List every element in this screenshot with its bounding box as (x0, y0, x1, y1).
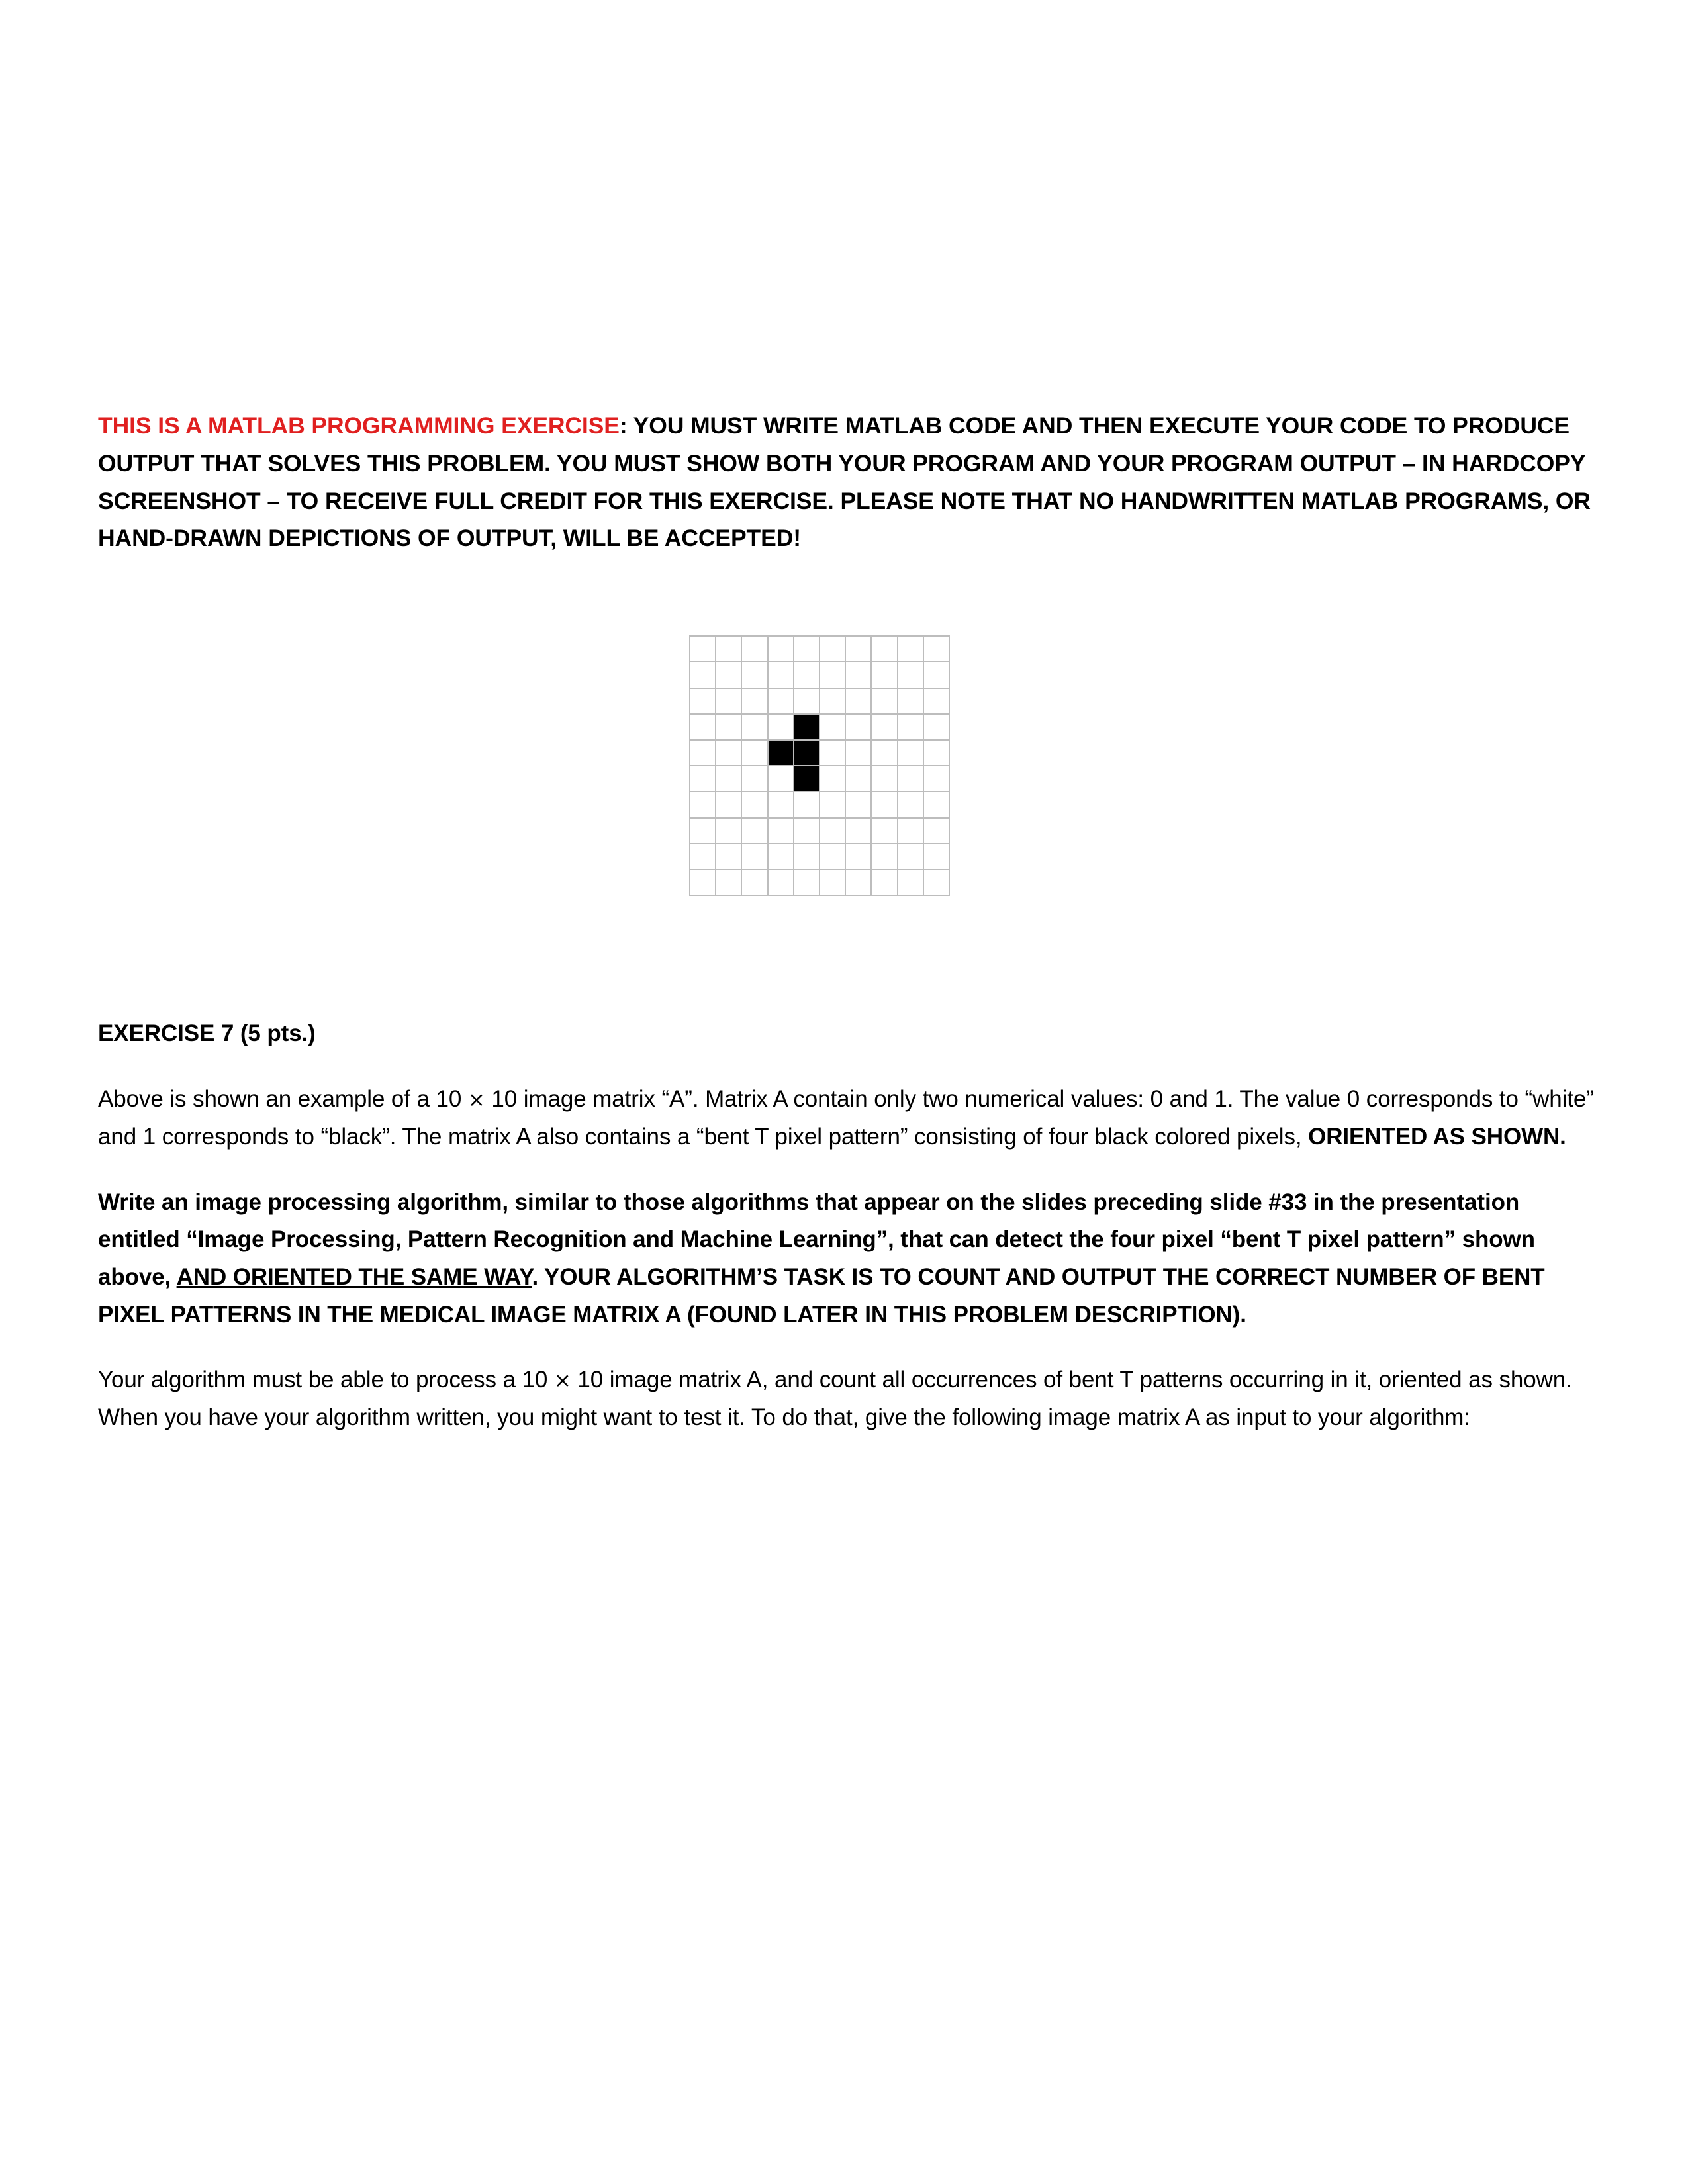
pixel-cell-white (898, 819, 924, 844)
pixel-cell-white (716, 844, 742, 870)
p2-part1: Write an image processing algorithm, similar to those algorithms that appear on the slides preceding slide #33 in the presentation entitled “Image Processing, Pattern Recognition and Machine Learning”, that can detect the four pixel “bent T pixel pattern” shown above, (98, 1189, 1535, 1291)
pixel-cell-white (846, 715, 872, 741)
pixel-cell-white (794, 870, 820, 896)
pixel-cell-white (820, 741, 846, 766)
pixel-cell-white (742, 637, 768, 662)
p2-part2: . YOUR ALGORITHM’S TASK IS TO COUNT AND OUTPUT THE CORRECT NUMBER OF BENT PIXEL PATTERNS IN THE MEDICAL IMAGE MATRIX A (FOUND LATER IN THIS PROBLEM DESCRIPTION). (98, 1264, 1545, 1328)
pixel-cell-white (924, 766, 950, 792)
pixel-cell-white (898, 662, 924, 688)
pixel-cell-white (846, 792, 872, 818)
pixel-cell-white (872, 689, 898, 715)
document-content (98, 407, 1594, 1465)
pixel-cell-white (898, 637, 924, 662)
pixel-cell-white (924, 741, 950, 766)
paragraph-testing-instructions (98, 1361, 1594, 1436)
pixel-cell-white (872, 662, 898, 688)
pixel-cell-white (769, 689, 794, 715)
pixel-cell-white (898, 766, 924, 792)
pixel-cell-white (898, 870, 924, 896)
pixel-cell-white (872, 766, 898, 792)
p2-underlined: AND ORIENTED THE SAME WAY (176, 1264, 532, 1291)
pixel-cell-white (898, 689, 924, 715)
intro-rest: : YOU MUST WRITE MATLAB CODE AND THEN EXECUTE YOUR CODE TO PRODUCE OUTPUT THAT SOLVES THIS PROBLEM. YOU MUST SHOW BOTH YOUR PROGRAM AND YOUR PROGRAM OUTPUT – IN HARDCOPY SCREENSHOT – TO RECEIVE FULL CREDIT FOR THIS EXERCISE. PLEASE NOTE THAT NO HANDWRITTEN MATLAB PROGRAMS, OR HAND-DRAWN DEPICTIONS OF OUTPUT, WILL BE ACCEPTED! (98, 412, 1591, 552)
pixel-cell-white (742, 689, 768, 715)
pixel-cell-white (716, 792, 742, 818)
paragraph-algorithm-task (98, 1184, 1594, 1334)
p1-bold-end: ORIENTED AS SHOWN. (1308, 1124, 1566, 1150)
pixel-cell-white (769, 637, 794, 662)
pixel-cell-white (846, 844, 872, 870)
pixel-cell-white (716, 715, 742, 741)
pixel-cell-white (716, 819, 742, 844)
pixel-cell-white (924, 689, 950, 715)
pixel-cell-white (769, 870, 794, 896)
pixel-cell-white (820, 819, 846, 844)
pixel-cell-white (690, 715, 716, 741)
pixel-cell-white (846, 870, 872, 896)
pixel-cell-white (742, 870, 768, 896)
pixel-cell-white (794, 662, 820, 688)
pixel-cell-white (742, 741, 768, 766)
pixel-cell-black (794, 766, 820, 792)
paragraph-matrix-description (98, 1081, 1594, 1156)
pixel-cell-white (898, 792, 924, 818)
multiplication-sign-2: × (553, 1369, 571, 1393)
pixel-cell-white (872, 637, 898, 662)
p3-part1: Your algorithm must be able to process a 10 (98, 1367, 554, 1393)
pixel-cell-white (769, 766, 794, 792)
pixel-cell-white (820, 637, 846, 662)
pixel-cell-white (769, 792, 794, 818)
pixel-cell-white (716, 741, 742, 766)
pixel-cell-white (898, 741, 924, 766)
pixel-cell-white (794, 792, 820, 818)
pixel-cell-white (820, 844, 846, 870)
pixel-cell-white (846, 741, 872, 766)
pixel-cell-white (769, 844, 794, 870)
pixel-cell-white (820, 715, 846, 741)
pixel-cell-white (924, 637, 950, 662)
pixel-cell-white (742, 715, 768, 741)
pixel-cell-white (872, 792, 898, 818)
pixel-cell-white (716, 689, 742, 715)
pixel-cell-white (820, 662, 846, 688)
pixel-cell-white (846, 662, 872, 688)
pixel-grid (689, 635, 950, 896)
pixel-cell-white (690, 819, 716, 844)
pixel-cell-black (794, 715, 820, 741)
pixel-cell-white (690, 766, 716, 792)
pixel-cell-white (794, 844, 820, 870)
pixel-cell-white (690, 689, 716, 715)
pixel-cell-white (769, 715, 794, 741)
pixel-cell-white (924, 792, 950, 818)
pixel-cell-white (872, 741, 898, 766)
pixel-cell-white (872, 819, 898, 844)
figure-bent-t-pattern (98, 635, 1541, 896)
pixel-cell-white (690, 741, 716, 766)
intro-red-lead: THIS IS A MATLAB PROGRAMMING EXERCISE (98, 412, 620, 439)
pixel-cell-white (898, 844, 924, 870)
pixel-cell-white (794, 819, 820, 844)
pixel-cell-white (742, 662, 768, 688)
pixel-cell-white (742, 792, 768, 818)
pixel-cell-white (820, 766, 846, 792)
pixel-cell-white (716, 766, 742, 792)
pixel-cell-white (846, 766, 872, 792)
pixel-cell-white (820, 792, 846, 818)
pixel-cell-white (924, 662, 950, 688)
multiplication-sign: × (467, 1088, 485, 1113)
pixel-cell-white (690, 662, 716, 688)
pixel-cell-white (794, 689, 820, 715)
pixel-cell-black (769, 741, 794, 766)
pixel-cell-white (924, 844, 950, 870)
intro-paragraph (98, 407, 1594, 557)
pixel-cell-white (716, 637, 742, 662)
pixel-cell-white (742, 819, 768, 844)
pixel-cell-white (716, 662, 742, 688)
pixel-cell-white (898, 715, 924, 741)
pixel-cell-white (820, 689, 846, 715)
pixel-cell-white (846, 689, 872, 715)
exercise-title: EXERCISE 7 (5 pts.) (98, 1021, 316, 1047)
pixel-cell-white (846, 819, 872, 844)
pixel-cell-white (690, 792, 716, 818)
p1-part1: Above is shown an example of a 10 (98, 1086, 468, 1113)
pixel-cell-white (924, 870, 950, 896)
pixel-cell-white (769, 662, 794, 688)
pixel-cell-white (794, 637, 820, 662)
pixel-cell-white (820, 870, 846, 896)
p1-part2: 10 image matrix “A”. Matrix A contain only two numerical values: 0 and 1. The value 0 corresponds to “white” and 1 corresponds to “black”. The matrix A also contains a “bent T pixel pattern” consisting of four black colored pixels, (98, 1086, 1594, 1150)
pixel-cell-black (794, 741, 820, 766)
pixel-cell-white (846, 637, 872, 662)
pixel-cell-white (924, 819, 950, 844)
pixel-cell-white (742, 766, 768, 792)
pixel-cell-white (716, 870, 742, 896)
p3-part2: 10 image matrix A, and count all occurrences of bent T patterns occurring in it, oriented as shown. When you have your algorithm written, you might want to test it. To do that, give the following image matrix A as input to your algorithm: (98, 1367, 1572, 1431)
pixel-cell-white (769, 819, 794, 844)
pixel-cell-white (690, 637, 716, 662)
pixel-cell-white (872, 715, 898, 741)
pixel-cell-white (924, 715, 950, 741)
pixel-cell-white (690, 870, 716, 896)
pixel-cell-white (872, 844, 898, 870)
pixel-cell-white (690, 844, 716, 870)
pixel-cell-white (742, 844, 768, 870)
pixel-cell-white (872, 870, 898, 896)
